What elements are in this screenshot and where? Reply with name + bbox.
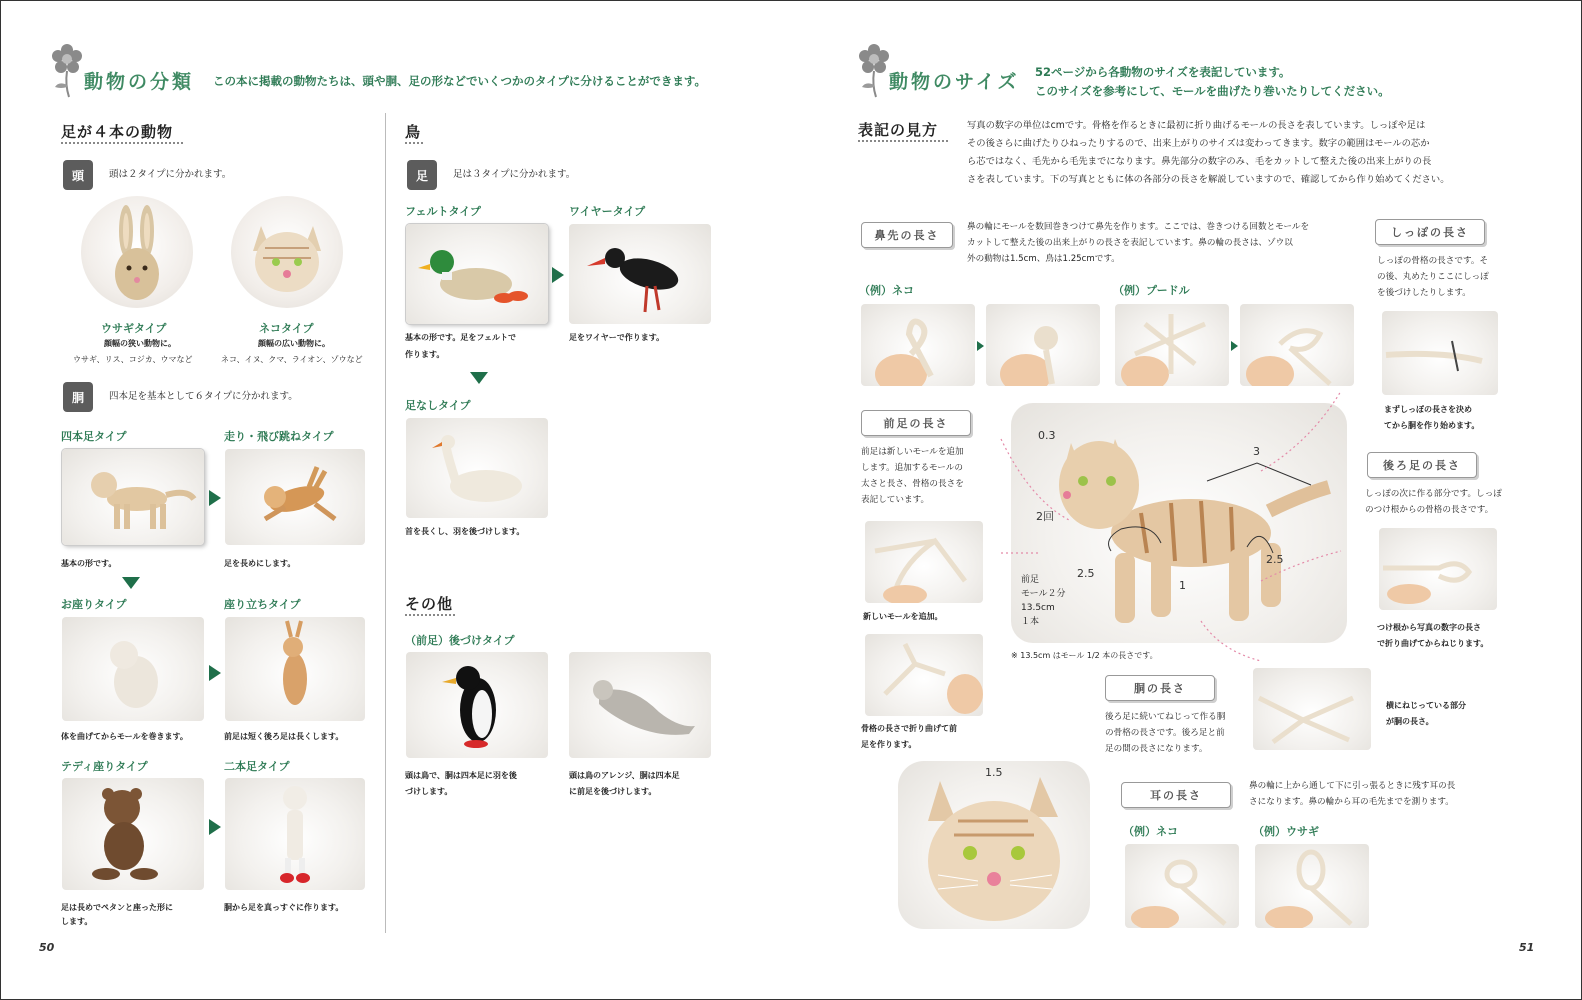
front-line3: 太さと長さ、骨格の長さを [861, 479, 964, 489]
front-leg-caption-2-line1: 骨格の長さで折り曲げて前 [861, 724, 957, 733]
type4-label: 座り立ちタイプ [224, 598, 301, 611]
poodle-nose-photo-2 [1240, 304, 1354, 386]
front-line1: 前足は新しいモールを追加 [861, 447, 964, 457]
front-line2: します。追加するモールの [861, 463, 963, 473]
ear-line1: 鼻の輪に上から通して下に引っ張るときに残す耳の長 [1249, 781, 1456, 791]
type2-label: 走り・飛び跳ねタイプ [224, 430, 334, 443]
arrow-right-icon [1231, 341, 1238, 351]
body-desc: 四本足を基本として６タイプに分かれます。 [109, 391, 298, 402]
tail-length-pill: しっぽの長さ [1375, 219, 1485, 245]
front-note-2: モール２分 [1021, 589, 1066, 599]
crow-photo [569, 224, 711, 324]
felt-type-label: フェルトタイプ [405, 205, 481, 218]
ear-length-value: 1.5 [985, 766, 1003, 779]
ear-text [1249, 778, 1455, 810]
arrow-right-icon [552, 267, 564, 283]
left-lead: この本に掲載の動物たちは、頭や胴、足の形などでいくつかのタイプに分けることができます。 [213, 74, 706, 88]
section-four-legs: 足が４本の動物 [61, 123, 174, 141]
arrow-right-icon [209, 819, 221, 835]
rabbit-head-photo [81, 196, 193, 308]
front-note-4: １本 [1021, 617, 1040, 627]
seal-caption-line2: に前足を後づけします。 [569, 787, 657, 796]
tail-caption-line1: まずしっぽの長さを決め [1384, 405, 1472, 414]
hind-leg-text [1365, 486, 1502, 518]
bird-title: 鳥 [405, 123, 422, 141]
foot-badge: 足 [407, 160, 437, 190]
cat-head-photo [231, 196, 343, 308]
cat-nose-photo-1 [861, 304, 975, 386]
usagi-desc: 顔幅の狭い動物に。 [104, 339, 176, 348]
hind-leg-length-pill: 後ろ足の長さ [1367, 452, 1477, 478]
tail-line2: の後、丸めたりここにしっぽ [1377, 272, 1489, 282]
cat-nose-photo-2 [986, 304, 1100, 386]
seal-photo [569, 652, 711, 758]
body-caption-line1: 横にねじっている部分 [1386, 701, 1466, 710]
type5-caption-line2: します。 [61, 917, 93, 926]
foot-desc: 足は３タイプに分かれます。 [453, 169, 576, 180]
front-leg-caption-2-line2: 足を作ります。 [861, 740, 917, 749]
arrow-down-icon [470, 372, 488, 384]
arrow-right-icon [977, 341, 984, 351]
penguin-caption-line2: づけします。 [405, 787, 453, 796]
howto-title: 表記の見方 [858, 121, 939, 139]
wire-caption: 足をワイヤーで作ります。 [569, 333, 665, 342]
hind-leg-value: 2.5 [1266, 553, 1284, 566]
ear-example-cat-label: （例）ネコ [1123, 825, 1178, 838]
type1-caption: 基本の形です。 [61, 559, 117, 568]
left-title: 動物の分類 [84, 71, 195, 93]
example-cat-label: （例）ネコ [859, 284, 914, 297]
penguin-photo [406, 652, 548, 758]
seal-caption-line1: 頭は鳥のアレンジ、胴は四本足 [569, 771, 680, 780]
felt-caption-line2: 作ります。 [405, 350, 445, 359]
type3-label: お座りタイプ [61, 598, 127, 611]
flower-icon [856, 41, 892, 99]
nose-line1: 鼻の輪にモールを数回巻きつけて鼻先を作ります。ここでは、巻きつける回数とモールを [967, 222, 1310, 232]
arrow-down-icon [122, 577, 140, 589]
tail-line1: しっぽの骨格の長さです。そ [1377, 256, 1489, 266]
body-line2: の骨格の長さです。後ろ足と前 [1105, 728, 1225, 738]
four-legs-photo [62, 449, 204, 545]
other-underline [405, 614, 455, 616]
neko-type-label: ネコタイプ [259, 322, 314, 335]
bird-underline [405, 142, 423, 144]
body-length-photo [1253, 668, 1371, 750]
example-poodle-label: （例）プードル [1113, 284, 1190, 297]
front-leg-text [861, 444, 964, 508]
type1-label: 四本足タイプ [61, 430, 127, 443]
body-caption-line2: が胴の長さ。 [1386, 717, 1434, 726]
page-number-right: 51 [1519, 941, 1535, 954]
type4-caption: 前足は短く後ろ足は長くします。 [224, 732, 344, 741]
sitting-photo [62, 617, 204, 721]
nose-length-pill: 鼻先の長さ [861, 222, 953, 248]
column-divider [385, 113, 386, 933]
body-badge: 胴 [63, 382, 93, 412]
type2-caption: 足を長めにします。 [224, 559, 296, 568]
front-note-3: 13.5cm [1021, 603, 1055, 613]
tail-length-value: 3 [1253, 445, 1260, 458]
head-badge: 頭 [63, 160, 93, 190]
tail-text [1377, 253, 1489, 301]
type5-label: テディ座りタイプ [61, 760, 148, 773]
body-line3: 足の間の長さになります。 [1105, 744, 1208, 754]
body-length-pill: 胴の長さ [1105, 675, 1215, 701]
cat-face-photo [898, 761, 1090, 929]
front-leg-type-label: （前足）後づけタイプ [405, 634, 515, 647]
running-photo [225, 449, 365, 545]
duck-photo [406, 224, 548, 324]
hind-leg-caption-line2: で折り曲げてからねじります。 [1377, 639, 1489, 648]
head-desc: 頭は２タイプに分かれます。 [109, 169, 232, 180]
usagi-examples: ウサギ、リス、コジカ、ウマなど [73, 355, 193, 364]
two-legs-photo [225, 778, 365, 890]
nose-length-value: 0.3 [1038, 429, 1056, 442]
nofoot-type-label: 足なしタイプ [405, 399, 471, 412]
flower-icon [49, 41, 85, 99]
ear-rabbit-photo [1255, 844, 1369, 928]
type6-caption: 胴から足を真っすぐに作ります。 [224, 903, 344, 912]
arrow-right-icon [209, 490, 221, 506]
howto-line4: さを表しています。下の写真とともに体の各部分の長さを解説していますので、確認してから作り始めてください。 [967, 174, 1450, 185]
front-leg-caption-1: 新しいモールを追加。 [863, 612, 943, 621]
howto-line1: 写真の数字の単位はcmです。骨格を作るときに最初に折り曲げるモールの長さを表しています。しっぽや足は [967, 120, 1426, 131]
standing-sit-photo [225, 617, 365, 721]
page-number-left: 50 [39, 941, 55, 954]
hind-leg-photo [1379, 528, 1497, 610]
neko-desc: 顔幅の広い動物に。 [258, 339, 330, 348]
hind-line1: しっぽの次に作る部分です。しっぽ [1365, 489, 1502, 499]
hind-line2: のつけ根からの骨格の長さです。 [1365, 505, 1494, 515]
other-title: その他 [405, 595, 454, 613]
nose-line3: 外の動物は1.5cm、鳥は1.25cmです。 [967, 254, 1120, 264]
neko-examples: ネコ、イヌ、クマ、ライオン、ゾウなど [221, 355, 363, 364]
type5-caption-line1: 足は長めでペタンと座った形に [61, 903, 173, 912]
wire-type-label: ワイヤータイプ [569, 205, 646, 218]
nofoot-caption: 首を長くし、羽を後づけします。 [405, 527, 525, 536]
teddy-photo [62, 778, 204, 890]
section-underline [61, 142, 183, 144]
right-lead-line1: 52ページから各動物のサイズを表記しています。 [1035, 65, 1291, 79]
nose-text [967, 219, 1309, 267]
felt-caption-line1: 基本の形です。足をフェルトで [405, 333, 516, 342]
type3-caption: 体を曲げてからモールを巻きます。 [61, 732, 188, 741]
right-lead-line2: このサイズを参考にして、モールを曲げたり巻いたりしてください。 [1035, 84, 1390, 98]
hind-leg-caption-line1: つけ根から写真の数字の長さ [1377, 623, 1481, 632]
ear-cat-photo [1125, 844, 1239, 928]
ear-example-rabbit-label: （例）ウサギ [1253, 825, 1319, 838]
half-moll-note: ※ 13.5cm はモール 1/2 本の長さです。 [1011, 651, 1158, 660]
tail-photo [1382, 311, 1498, 395]
howto-line2: その後さらに曲げたりひねったりするので、出来上がりのサイズは変わってきます。数字の範囲はモールの芯か [967, 138, 1430, 149]
front-line4: 表記しています。 [861, 495, 930, 505]
howto-text [967, 117, 1450, 189]
tail-line3: を後づけしたりします。 [1377, 288, 1471, 298]
front-leg-value: 2.5 [1077, 567, 1095, 580]
front-note-1: 前足 [1021, 575, 1040, 585]
swan-photo [406, 418, 548, 518]
body-length-text [1105, 709, 1225, 757]
body-line1: 後ろ足に続いてねじって作る胴 [1105, 712, 1226, 722]
nose-line2: カットして整えた後の出来上がりの長さを表記しています。鼻の輪の長さは、ゾウ以 [967, 238, 1293, 248]
arrow-right-icon [209, 665, 221, 681]
howto-line3: ら芯ではなく、毛先から毛先までになります。鼻先部分の数字のみ、毛をカットして整えた後の出来上がりの長 [967, 156, 1432, 167]
type6-label: 二本足タイプ [224, 760, 290, 773]
body-length-value: 1 [1179, 579, 1186, 592]
penguin-caption-line1: 頭は鳥で、胴は四本足に羽を後 [405, 771, 517, 780]
front-leg-length-pill: 前足の長さ [861, 410, 971, 436]
tail-caption-line2: てから胴を作り始めます。 [1384, 421, 1480, 430]
poodle-nose-photo-1 [1115, 304, 1229, 386]
nose-wrap-count: 2回 [1036, 510, 1054, 523]
ear-length-pill: 耳の長さ [1121, 782, 1231, 808]
ear-line2: さになります。鼻の輪から耳の毛先までを測ります。 [1249, 797, 1454, 807]
usagi-type-label: ウサギタイプ [101, 322, 167, 335]
right-title: 動物のサイズ [889, 71, 1020, 93]
howto-underline [858, 140, 948, 142]
